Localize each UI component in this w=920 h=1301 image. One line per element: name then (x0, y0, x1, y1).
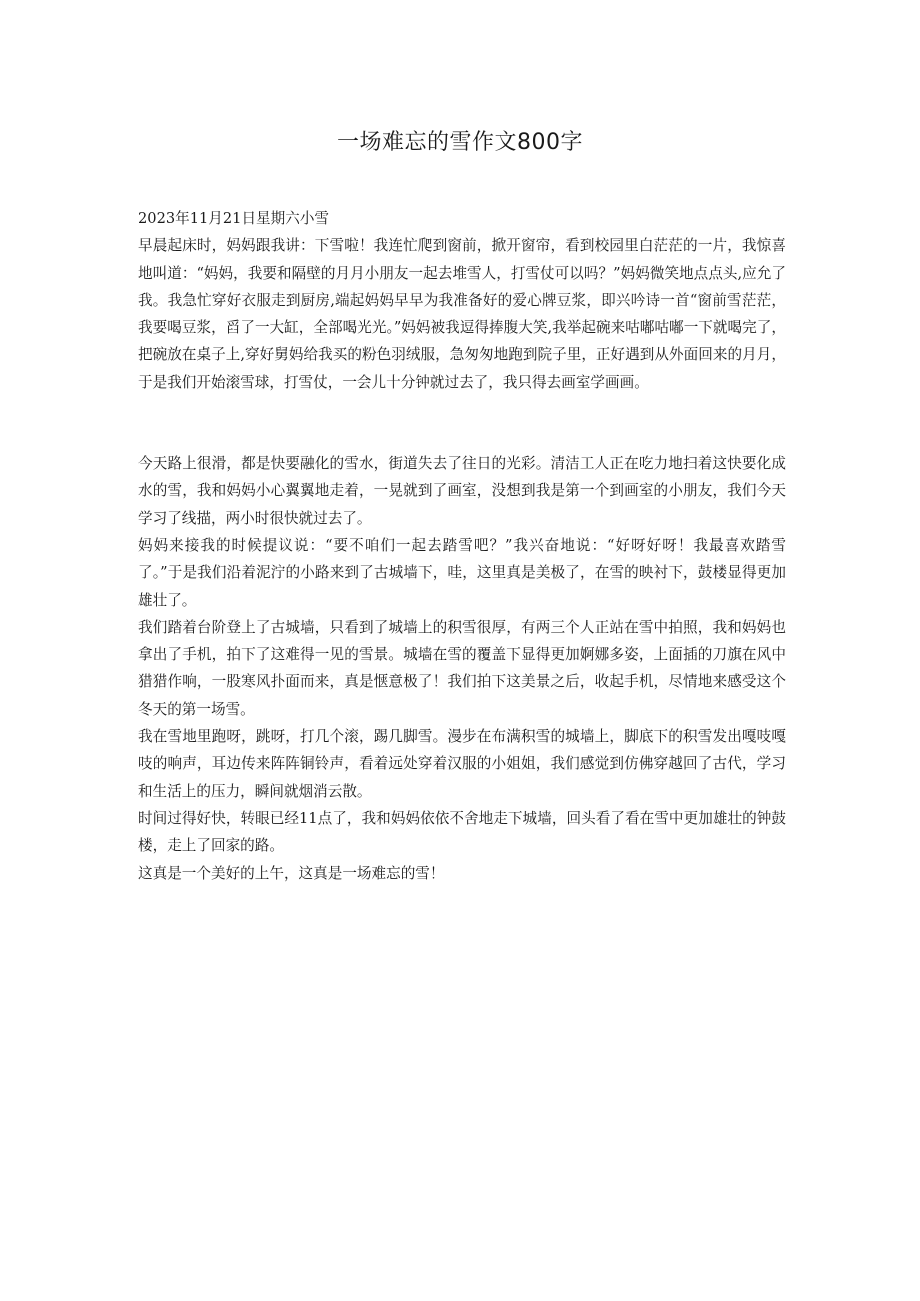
paragraph-5: 我在雪地里跑呀，跳呀，打几个滚，踢几脚雪。漫步在布满积雪的城墙上，脚底下的积雪发出嘎吱嘎吱的响声，耳边传来阵阵铜铃声，看着远处穿着汉服的小姐姐，我们感觉到仿佛穿越回了古代，学习和生活上的压力，瞬间就烟消云散。 (138, 728, 786, 800)
paragraph-1: 早晨起床时，妈妈跟我讲：下雪啦！我连忙爬到窗前，掀开窗帘，看到校园里白茫茫的一片，我惊喜地叫道：“妈妈，我要和隔壁的月月小朋友一起去堆雪人，打雪仗可以吗？”妈妈微笑地点点头,应允了我。我急忙穿好衣服走到厨房,端起妈妈早早为我准备好的爱心牌豆浆，即兴吟诗一首“窗前雪茫茫，我要喝豆浆，舀了一大缸，全部喝光光。”妈妈被我逗得捧腹大笑,我举起碗来咕嘟咕嘟一下就喝完了，把碗放在桌子上,穿好舅妈给我买的粉色羽绒服，急匆匆地跑到院子里，正好遇到从外面回来的月月，于是我们开始滚雪球，打雪仗，一会儿十分钟就过去了，我只得去画室学画画。 (138, 237, 786, 391)
paragraph-gap (138, 396, 786, 450)
document-body (138, 205, 786, 887)
document-title: 一场难忘的雪作文800字 (337, 130, 583, 155)
paragraph-2: 今天路上很滑，都是快要融化的雪水，街道失去了往日的光彩。清洁工人正在吃力地扫着这快要化成水的雪，我和妈妈小心翼翼地走着，一晃就到了画室，没想到我是第一个到画室的小朋友，我们今天学习了线描，两小时很快就过去了。 (138, 455, 786, 527)
paragraph-4: 我们踏着台阶登上了古城墙，只看到了城墙上的积雪很厚，有两三个人正站在雪中拍照，我和妈妈也拿出了手机，拍下了这难得一见的雪景。城墙在雪的覆盖下显得更加婀娜多姿，上面插的刀旗在风中猎猎作响，一股寒风扑面而来，真是惬意极了！我们拍下这美景之后，收起手机，尽情地来感受这个冬天的第一场雪。 (138, 618, 786, 718)
paragraph-3: 妈妈来接我的时候提议说：“要不咱们一起去踏雪吧？”我兴奋地说：“好呀好呀！我最喜欢踏雪了。”于是我们沿着泥泞的小路来到了古城墙下，哇，这里真是美极了，在雪的映衬下，鼓楼显得更加雄壮了。 (138, 536, 786, 609)
paragraph-6: 时间过得好快，转眼已经11点了，我和妈妈依依不舍地走下城墙，回头看了看在雪中更加雄壮的钟鼓楼，走上了回家的路。 (138, 809, 786, 855)
date-line: 2023年11月21日星期六小雪 (138, 210, 330, 227)
paragraph-7: 这真是一个美好的上午，这真是一场难忘的雪！ (138, 864, 445, 882)
